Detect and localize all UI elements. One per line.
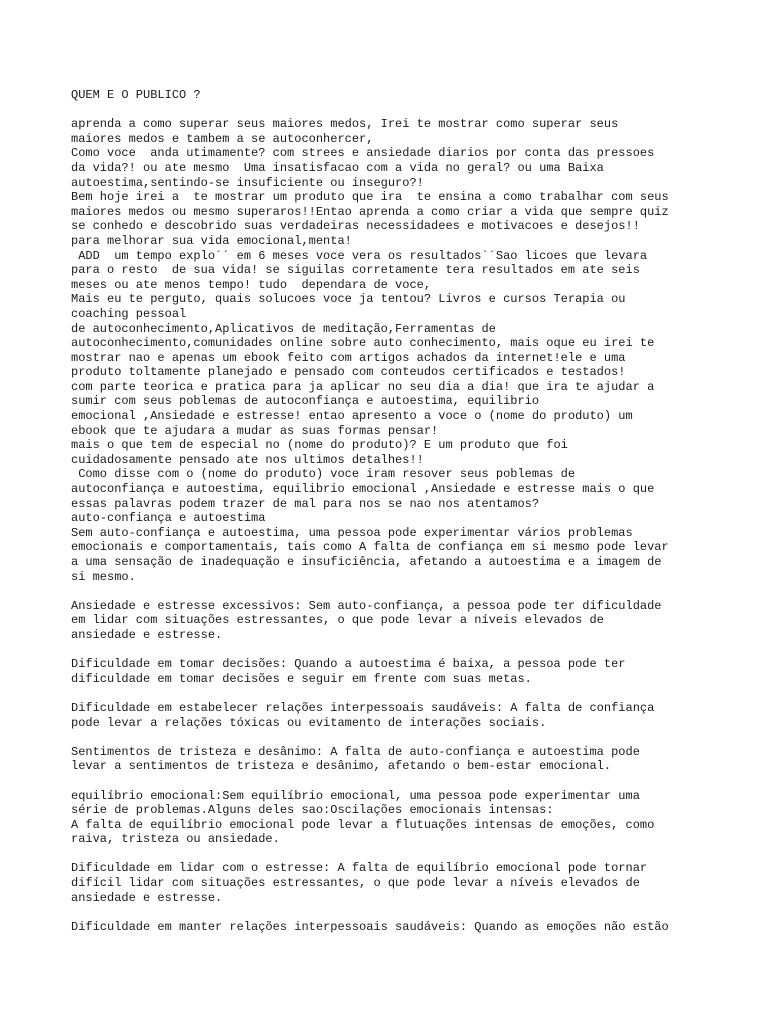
paragraph-relations xyxy=(71,701,711,730)
text-line: emocional ,Ansiedade e estresse! entao apresento a voce o (nome do produto) um xyxy=(71,409,633,424)
text-line: essas palavras podem trazer de mal para nos se nao nos atentamos? xyxy=(71,496,540,511)
paragraph-gap xyxy=(71,847,711,862)
paragraph-stress xyxy=(71,861,711,905)
paragraph-gap xyxy=(71,686,711,701)
text-line: se conhedo e descobrido suas verdadeiras necessidadees e motivacoes e desejos!! xyxy=(71,219,640,234)
text-line: mostrar nao e apenas um ebook feito com artigos achados da internet!ele e uma xyxy=(71,350,626,365)
text-line: Como voce anda utimamente? com strees e ansiedade diarios por conta das pressoes xyxy=(71,146,655,161)
text-line: série de problemas.Alguns deles sao:Oscilações emocionais intensas: xyxy=(71,803,554,818)
text-line: Mais eu te perguto, quais solucoes voce ja tentou? Livros e cursos Terapia ou xyxy=(71,292,626,307)
paragraph-gap xyxy=(71,643,711,658)
text-line: levar a sentimentos de tristeza e desânimo, afetando o bem-estar emocional. xyxy=(71,759,612,774)
text-line: ebook que te ajudara a mudar as suas formas pensar! xyxy=(71,423,439,438)
paragraph-anxiety xyxy=(71,599,711,643)
text-line: si mesmo. xyxy=(71,569,136,584)
text-line: produto toltamente planejado e pensado com conteudos certificados e testados! xyxy=(71,365,626,380)
paragraph-gap xyxy=(71,103,711,118)
paragraph-gap xyxy=(71,905,711,920)
text-line: em lidar com situações estressantes, o que pode levar a níveis elevados de xyxy=(71,613,604,628)
text-line: da vida?! ou ate mesmo Uma insatisfacao com a vida no geral? ou uma Baixa xyxy=(71,160,604,175)
text-line: emocionais e comportamentais, tais como A falta de confiança em si mesmo pode levar xyxy=(71,540,669,555)
text-line: ansiedade e estresse. xyxy=(71,890,223,905)
text-line: ansiedade e estresse. xyxy=(71,627,223,642)
paragraph-emotional-balance xyxy=(71,789,711,847)
text-line: ADD um tempo explo´´ em 6 meses voce vera os resultados`´Sao licoes que levara xyxy=(71,248,648,263)
document-body xyxy=(71,88,711,934)
text-line: Dificuldade em tomar decisões: Quando a autoestima é baixa, a pessoa pode ter xyxy=(71,657,626,672)
text-line: Dificuldade em estabelecer relações interpessoais saudáveis: A falta de confiança xyxy=(71,700,655,715)
text-line: cuidadosamente pensado ate nos ultimos detalhes!! xyxy=(71,452,424,467)
text-line: maiores medos ou mesmo superaros!!Entao aprenda a como criar a vida que sempre quiz xyxy=(71,204,669,219)
text-line: autoconhecimento,comunidades online sobre auto conhecimento, mais oque eu irei te xyxy=(71,336,655,351)
paragraph-interpersonal xyxy=(71,920,711,935)
text-line: aprenda a como superar seus maiores medos, Irei te mostrar como superar seus xyxy=(71,117,619,132)
text-line: autoconfiança e autoestima, equilibrio emocional ,Ansiedade e estresse mais o que xyxy=(71,482,655,497)
paragraph-intro xyxy=(71,117,711,584)
paragraph-gap xyxy=(71,774,711,789)
paragraph-gap xyxy=(71,584,711,599)
text-line: meses ou ate menos tempo! tudo dependara de voce, xyxy=(71,277,432,292)
text-line: A falta de equilíbrio emocional pode levar a flutuações intensas de emoções, como xyxy=(71,817,655,832)
text-line: dificuldade em tomar decisões e seguir em frente com suas metas. xyxy=(71,671,532,686)
document-title: QUEM E O PUBLICO ? xyxy=(71,88,201,102)
text-line: Dificuldade em lidar com o estresse: A falta de equilíbrio emocional pode tornar xyxy=(71,861,648,876)
text-line: equilíbrio emocional:Sem equilíbrio emocional, uma pessoa pode experimentar uma xyxy=(71,788,640,803)
text-line: autoestima,sentindo-se insuficiente ou inseguro?! xyxy=(71,175,424,190)
text-line: auto-confiança e autoestima xyxy=(71,511,266,526)
text-line: pode levar a relações tóxicas ou evitamento de interações sociais. xyxy=(71,715,547,730)
text-line: Sem auto-confiança e autoestima, uma pessoa pode experimentar vários problemas xyxy=(71,525,633,540)
text-line: difícil lidar com situações estressantes, o que pode levar a níveis elevados de xyxy=(71,876,640,891)
paragraph-gap xyxy=(71,730,711,745)
text-line: para melhorar sua vida emocional,menta! xyxy=(71,233,352,248)
paragraph-decisions xyxy=(71,657,711,686)
text-line: raiva, tristeza ou ansiedade. xyxy=(71,832,280,847)
text-line: Ansiedade e estresse excessivos: Sem auto-confiança, a pessoa pode ter dificuldade xyxy=(71,598,662,613)
text-line: Sentimentos de tristeza e desânimo: A falta de auto-confiança e autoestima pode xyxy=(71,744,640,759)
paragraph-sadness xyxy=(71,745,711,774)
text-line: Dificuldade em manter relações interpessoais saudáveis: Quando as emoções não estão xyxy=(71,919,669,934)
text-line: Como disse com o (nome do produto) voce iram resover seus poblemas de xyxy=(71,467,576,482)
text-line: mais o que tem de especial no (nome do produto)? E um produto que foi xyxy=(71,438,568,453)
text-line: coaching pessoal xyxy=(71,306,187,321)
text-line: com parte teorica e pratica para ja aplicar no seu dia a dia! que ira te ajudar a xyxy=(71,379,655,394)
text-line: maiores medos e tambem a se autoconhercer, xyxy=(71,131,374,146)
text-line: para o resto de sua vida! se siguilas corretamente tera resultados em ate seis xyxy=(71,263,640,278)
text-line: a uma sensação de inadequação e insuficiência, afetando a autoestima e a imagem de xyxy=(71,555,662,569)
text-line: de autoconhecimento,Aplicativos de meditação,Ferramentas de xyxy=(71,321,496,336)
text-line: Bem hoje irei a te mostrar um produto que ira te ensina a como trabalhar com seus xyxy=(71,190,669,205)
text-line: sumir com seus poblemas de autoconfiança e autoestima, equilibrio xyxy=(71,394,540,409)
